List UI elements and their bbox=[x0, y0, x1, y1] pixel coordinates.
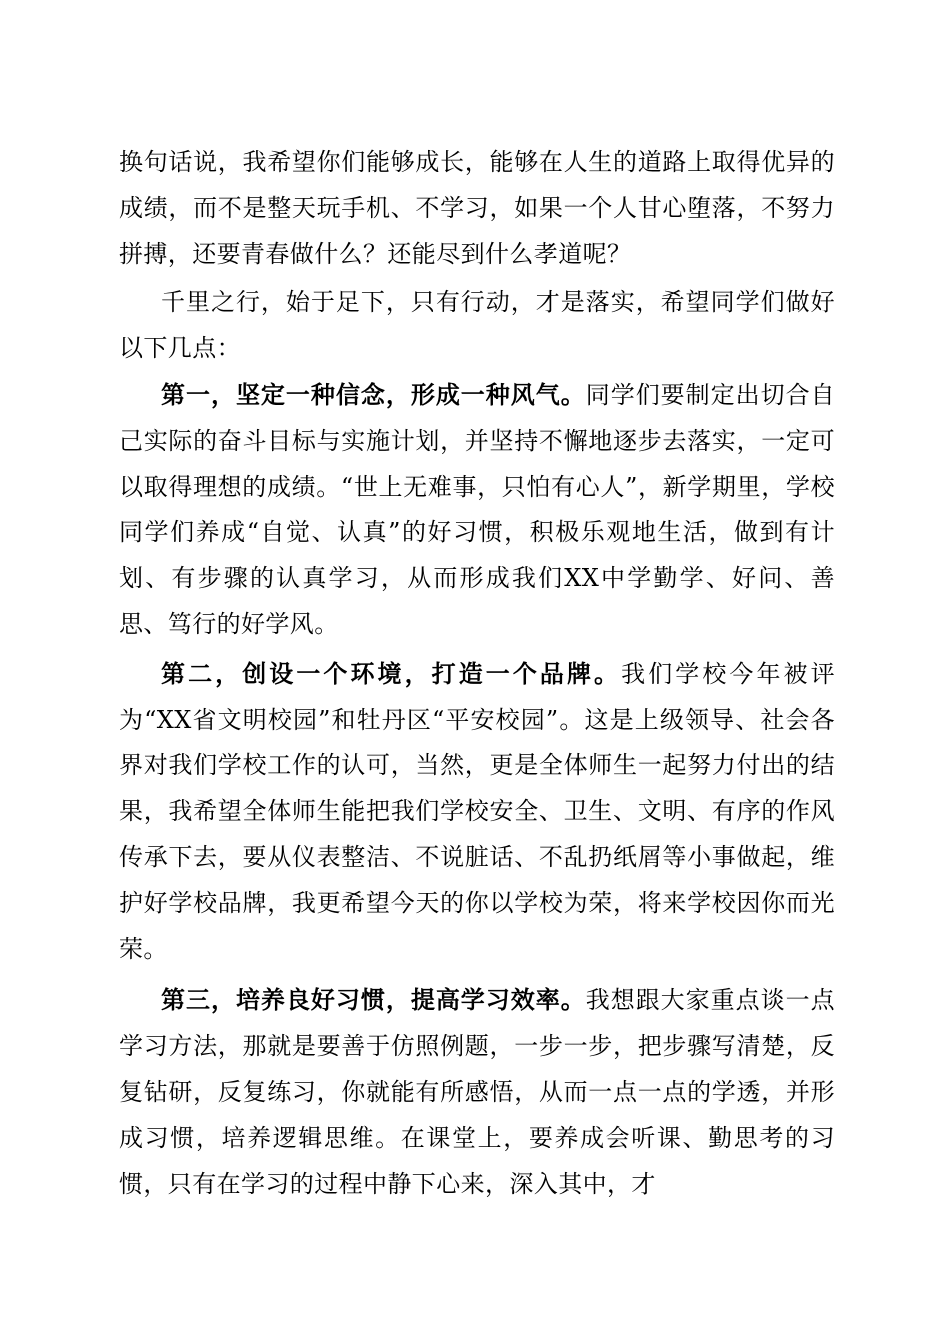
paragraph-point-three bbox=[119, 977, 835, 1207]
paragraph-text: 我们学校今年被评为“XX省文明校园”和牡丹区“平安校园”。这是上级领导、社会各界对我们学校工作的认可，当然，更是全体师生一起努力付出的结果，我希望全体师生能把我们学校安全、卫生、文明、有序的作风传承下去，要从仪表整洁、不说脏话、不乱扔纸屑等小事做起，维护好学校品牌，我更希望今天的你以学校为荣，将来学校因你而光荣。 bbox=[119, 659, 835, 963]
paragraph-action-plan bbox=[119, 280, 835, 372]
paragraph-point-two bbox=[119, 651, 835, 973]
document-body bbox=[119, 140, 835, 1207]
paragraph-point-one bbox=[119, 372, 835, 648]
paragraph-continuation bbox=[119, 140, 835, 277]
point-heading: 第三，培养良好习惯，提高学习效率。 bbox=[161, 985, 586, 1015]
point-heading: 第二，创设一个环境，打造一个品牌。 bbox=[161, 658, 622, 688]
paragraph-text: 换句话说，我希望你们能够成长，能够在人生的道路上取得优异的成绩，而不是整天玩手机、不学习，如果一个人甘心堕落，不努力拼搏，还要青春做什么？还能尽到什么孝道呢？ bbox=[119, 148, 835, 268]
paragraph-text: 千里之行，始于足下，只有行动，才是落实，希望同学们做好以下几点： bbox=[119, 288, 835, 363]
paragraph-text: 我想跟大家重点谈一点学习方法，那就是要善于仿照例题，一步一步，把步骤写清楚，反复钻研，反复练习，你就能有所感悟，从而一点一点的学透，并形成习惯，培养逻辑思维。在课堂上，要养成会听课、勤思考的习惯，只有在学习的过程中静下心来，深入其中，才 bbox=[119, 986, 835, 1198]
point-heading: 第一，坚定一种信念，形成一种风气。 bbox=[161, 379, 586, 409]
paragraph-text: 同学们要制定出切合自己实际的奋斗目标与实施计划，并坚持不懈地逐步去落实，一定可以取得理想的成绩。“世上无难事，只怕有心人”，新学期里，学校同学们养成“自觉、认真”的好习惯，积极乐观地生活，做到有计划、有步骤的认真学习，从而形成我们XX中学勤学、好问、善思、笃行的好学风。 bbox=[119, 380, 835, 638]
